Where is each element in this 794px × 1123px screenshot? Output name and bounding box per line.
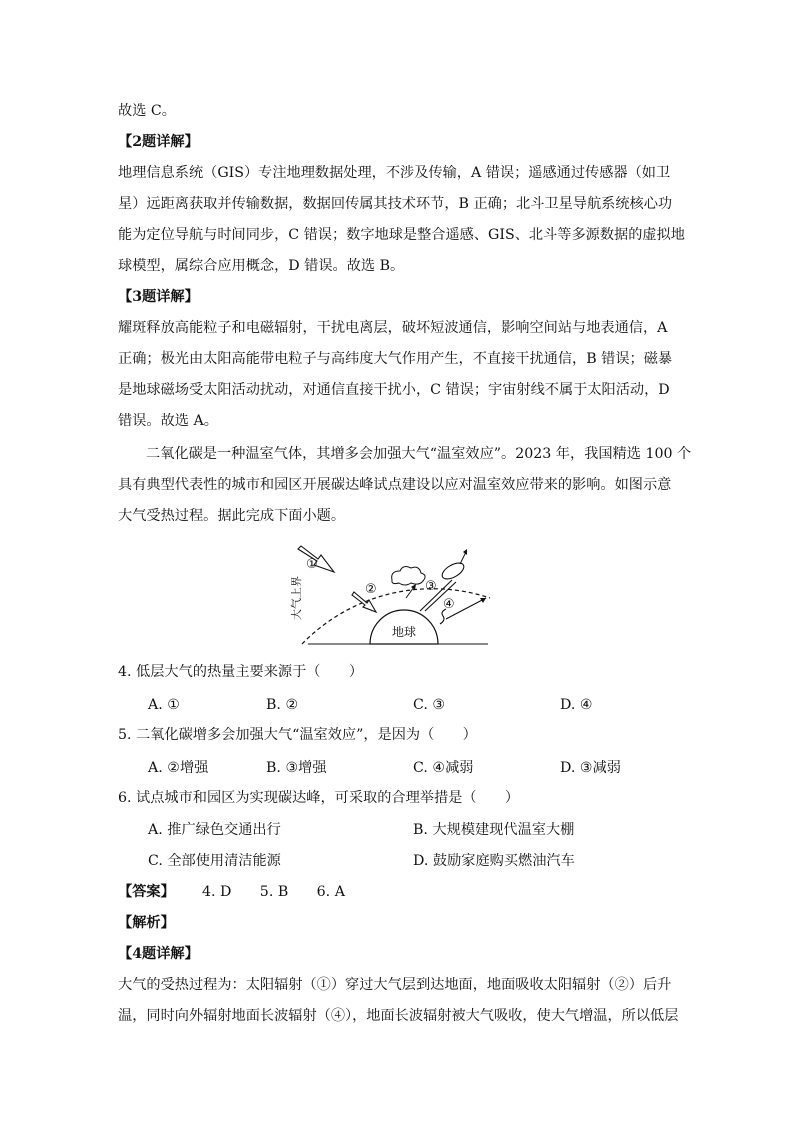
option: D. ④ [560, 697, 593, 713]
earth-label: 地球 [391, 625, 417, 639]
option: A. 推广绿色交通出行 [148, 822, 281, 838]
analysis-heading: 【解析】 [118, 915, 175, 931]
cloud-icon [392, 567, 425, 585]
text-line: 耀斑释放高能粒子和电磁辐射，干扰电离层，破坏短波通信，影响空间站与地表通信，A [118, 320, 668, 336]
intro-line: 具有典型代表性的城市和园区开展碳达峰试点建设以应对温室效应带来的影响。如图示意 [118, 477, 672, 493]
option: C. ④减弱 [413, 760, 474, 776]
text-line: 是地球磁场受太阳活动扰动，对通信直接干扰小，C 错误；宇宙射线不属于太阳活动，D [118, 382, 670, 398]
answer-values: 4. D 5. B 6. A [202, 884, 345, 900]
atmosphere-top-label: 大气上界 [290, 576, 303, 620]
text-line: 球模型，属综合应用概念，D 错误。故选 B。 [118, 258, 405, 274]
option: B. ③增强 [266, 760, 327, 776]
option: D. ③减弱 [560, 760, 621, 776]
intro-line: 二氧化碳是一种温室气体，其增多会加强大气“温室效应”。2023 年，我国精选 100 个 [146, 446, 692, 462]
text-line: 能为定位导航与时间同步，C 错误；数字地球是整合遥感、GIS、北斗等多源数据的虚拟地 [118, 227, 685, 243]
section-heading: 【4题详解】 [118, 946, 199, 962]
marker-4: ④ [443, 597, 455, 612]
text-line: 温，同时向外辐射地面长波辐射（④），地面长波辐射被大气吸收，使大气增温，所以低层 [118, 1008, 679, 1024]
option: B. ② [266, 697, 299, 713]
text-line: 地理信息系统（GIS）专注地理数据处理，不涉及传输，A 错误；遥感通过传感器（如卫 [118, 165, 671, 181]
option: C. ③ [413, 697, 446, 713]
section-heading: 【2题详解】 [118, 134, 199, 150]
option: A. ① [148, 697, 180, 713]
marker-3: ③ [425, 579, 437, 594]
option: B. 大规模建现代温室大棚 [413, 822, 575, 838]
intro-line: 大气受热过程。据此完成下面小题。 [118, 508, 346, 524]
option: A. ②增强 [148, 760, 209, 776]
text-line: 大气的受热过程为：太阳辐射（①）穿过大气层到达地面，地面吸收太阳辐射（②）后升 [118, 977, 672, 993]
question-stem: 6. 试点城市和园区为实现碳达峰，可采取的合理举措是（ ） [118, 790, 520, 806]
option: C. 全部使用清洁能源 [148, 853, 281, 869]
answer-label: 【答案】 [118, 884, 175, 900]
question-stem: 4. 低层大气的热量主要来源于（ ） [118, 664, 364, 680]
text-line: 星）远距离获取并传输数据，数据回传属其技术环节，B 正确；北斗卫星导航系统核心功 [118, 196, 673, 212]
text-line: 正确；极光由太阳高能带电粒子与高纬度大气作用产生，不直接干扰通信，B 错误；磁暴 [118, 351, 673, 367]
question-stem: 5. 二氧化碳增多会加强大气“温室效应”，是因为（ ） [118, 727, 477, 743]
marker-1: ① [306, 557, 318, 572]
marker-2: ② [365, 582, 377, 597]
atmosphere-ellipse [440, 560, 467, 582]
atmosphere-heating-diagram [288, 540, 494, 650]
section-heading: 【3题详解】 [118, 289, 199, 305]
text-line: 错误。故选 A。 [118, 413, 218, 429]
text-line: 故选 C。 [118, 103, 176, 119]
option: D. 鼓励家庭购买燃油汽车 [413, 853, 575, 869]
